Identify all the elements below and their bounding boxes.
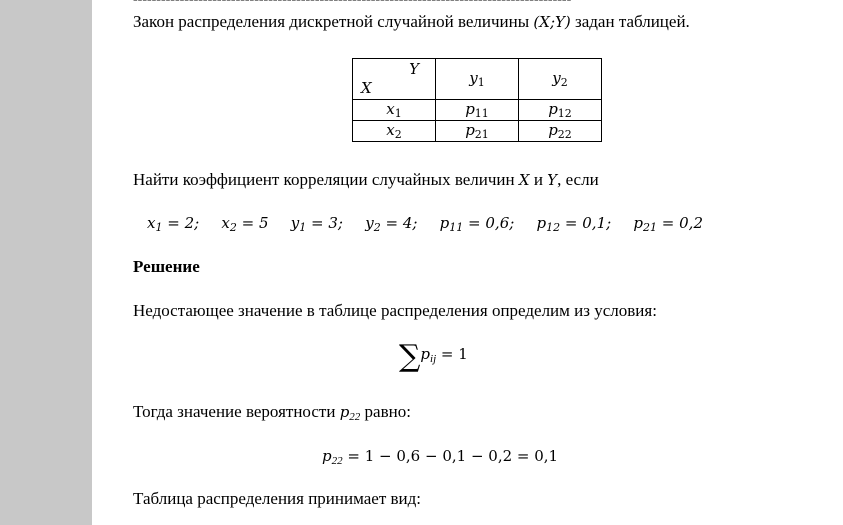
- col-header-y2: $y_2$: [519, 59, 602, 100]
- table-row: [353, 121, 602, 142]
- task-var-x: X: [518, 171, 530, 189]
- task-paragraph: Найти коэффициент корреляции случайных величин X и Y, если: [133, 170, 599, 189]
- cell-p11: $p_{11}$: [436, 100, 519, 121]
- table-row: [353, 100, 602, 121]
- solution-heading: Решение: [133, 257, 200, 276]
- intro-variable: (X;Y): [533, 13, 571, 31]
- missing-value-paragraph: Недостающее значение в таблице распределения определим из условия:: [133, 301, 657, 320]
- col-header-y1: $y_1$: [436, 59, 519, 100]
- cell-p21: $p_{21}$: [436, 121, 519, 142]
- row-header-x2: $x_2$: [353, 121, 436, 142]
- given-p21: $p_{21} = 0,2$: [633, 214, 703, 234]
- corner-x-label: X: [361, 79, 372, 97]
- table-corner-cell: [353, 59, 436, 100]
- intro-text: Закон распределения дискретной случайной величины: [133, 12, 534, 31]
- given-y2: $y_2 = 4$;: [365, 214, 418, 234]
- intro-paragraph: [133, 12, 690, 32]
- given-y1: $y_1 = 3$;: [290, 214, 343, 234]
- intro-text-end: задан таблицей.: [570, 12, 690, 31]
- given-x2: $x_2 = 5$: [221, 214, 269, 234]
- final-paragraph: Таблица распределения принимает вид:: [133, 489, 422, 508]
- cell-p12: $p_{12}$: [519, 100, 602, 121]
- table-header-row: [353, 59, 602, 100]
- separator-dashes: [133, 0, 571, 8]
- left-gray-margin: [0, 0, 92, 525]
- cell-p22: $p_{22}$: [519, 121, 602, 142]
- p22-formula: p22 = 1 − 0,6 − 0,1 − 0,2 = 0,1: [322, 447, 559, 467]
- sigma-symbol: ∑: [399, 339, 421, 374]
- given-x1: $x_1 = 2$;: [147, 214, 200, 234]
- sum-formula: ∑pij = 1: [399, 339, 468, 374]
- task-text: Найти коэффициент корреляции случайных величин: [133, 170, 519, 189]
- given-p12: $p_{12} = 0,1$;: [536, 214, 612, 234]
- row-header-x1: $x_1$: [353, 100, 436, 121]
- given-values-line: [147, 213, 703, 238]
- corner-y-label: Y: [409, 60, 419, 78]
- distribution-table: [352, 58, 602, 142]
- task-var-y: Y: [547, 171, 558, 189]
- given-p11: $p_{11} = 0,6$;: [439, 214, 515, 234]
- then-paragraph: Тогда значение вероятности p22 равно:: [133, 402, 411, 423]
